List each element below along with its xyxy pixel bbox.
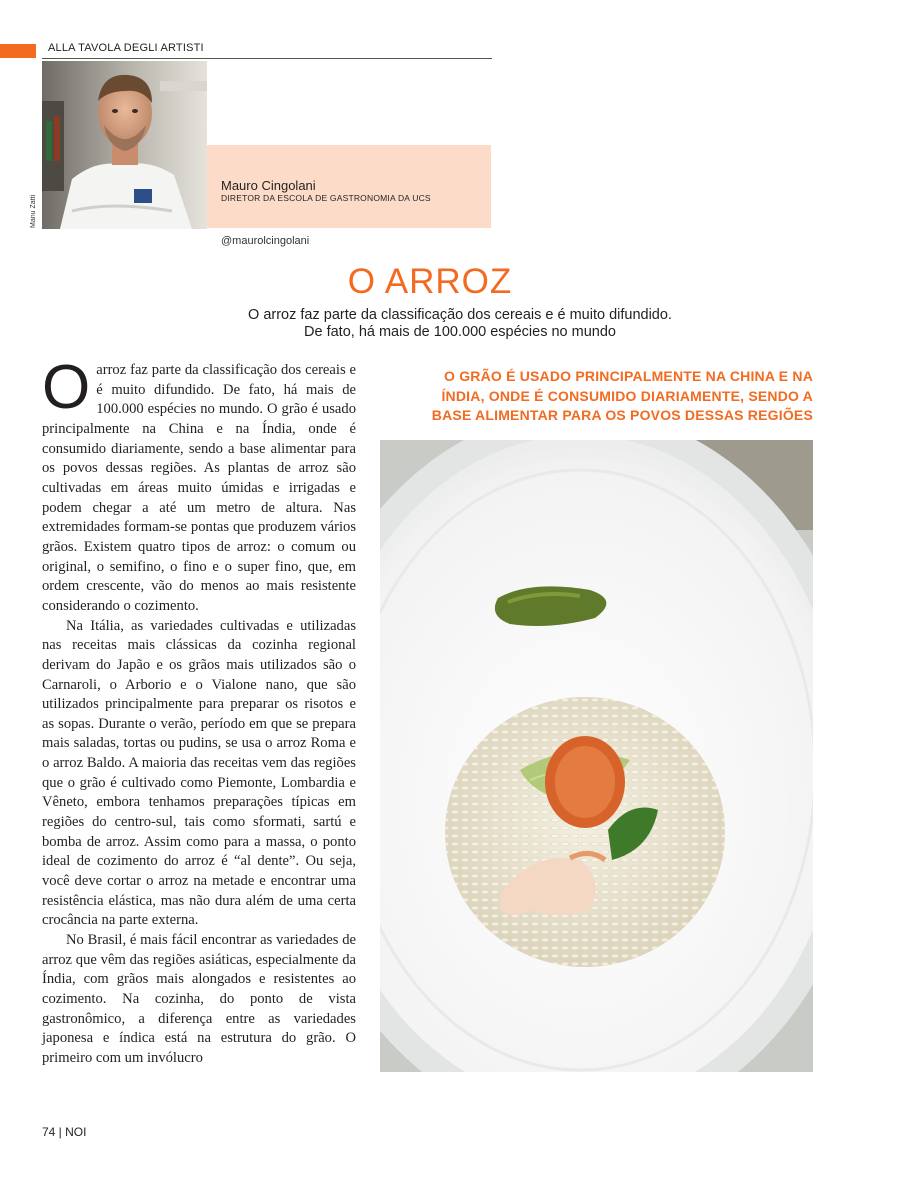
author-social-handle: @maurolcingolani	[221, 235, 310, 247]
subtitle-line-2: De fato, há mais de 100.000 espécies no mundo	[304, 324, 616, 340]
article-title: O ARROZ	[347, 262, 513, 301]
risotto-plate-image	[380, 440, 813, 1072]
pull-quote-line-2: ÍNDIA, ONDE É CONSUMIDO DIARIAMENTE, SENDO A	[441, 387, 813, 404]
paragraph-1-text: arroz faz parte da classificação dos cereais e é muito difundido. De fato, há mais de 100.000 espécies no mundo. O grão é usado principalmente na China e na Índia, onde é consumido diariamente, sendo a base alimentar para os povos dessas regiões. As plantas de arroz são cultivadas em áreas muito úmidas e irrigadas e podem chegar a até um metro de altura. Nas extremidades formam-se pontas que produzem vários grãos. Existem quatro tipos de arroz: o comum ou original, o semifino, o fino e o super fino, que, em ordem crescente, vão do menos ao mais resistente considerando o cozimento.	[42, 362, 356, 614]
risotto-photo	[380, 440, 813, 1072]
section-tab-marker	[0, 44, 36, 58]
header-rule	[42, 58, 492, 59]
pull-quote-line-1: O GRÃO É USADO PRINCIPALMENTE NA CHINA E NA	[444, 368, 813, 384]
author-portrait	[42, 61, 207, 229]
pull-quote	[372, 367, 813, 426]
page-footer: 74 | NOI	[42, 1125, 87, 1139]
article-subtitle	[160, 307, 760, 341]
subtitle-line-1: O arroz faz parte da classificação dos cereais e é muito difundido.	[248, 307, 672, 323]
photo-credit: Manu Zatti	[30, 194, 37, 228]
drop-cap: O	[42, 353, 91, 422]
section-label: ALLA TAVOLA DEGLI ARTISTI	[48, 42, 204, 54]
article-body	[42, 353, 356, 1069]
pull-quote-line-3: BASE ALIMENTAR PARA OS POVOS DESSAS REGIÕES	[431, 407, 813, 423]
body-paragraph-3: No Brasil, é mais fácil encontrar as variedades de arroz que vêm das regiões asiáticas, especialmente da Índia, com grãos mais alongados e resistentes ao cozimento. Na cozinha, do ponto de vista gastronômico, a diferença entre as variedades japonesa e índica está na estrutura do grão. O primeiro com um invólucro	[42, 932, 356, 1066]
body-paragraph-1	[42, 353, 356, 617]
chef-portrait-image	[42, 61, 207, 229]
author-role: DIRETOR DA ESCOLA DE GASTRONOMIA DA UCS	[221, 193, 431, 203]
body-paragraph-2: Na Itália, as variedades cultivadas e utilizadas nas receitas mais clássicas da cozinha regional derivam do Japão e os grãos mais utilizados são o Carnaroli, o Arborio e o Vialone nano, que são utilizados principalmente para preparar os risotos e as sopas. Durante o verão, período em que se prepara mais saladas, tortas ou pudins, se usa o arroz Roma e o arroz Baldo. A maioria das receitas vem das regiões que o grão é cultivado como Piemonte, Lombardia e Vêneto, embora tenhamos preparações típicas em regiões do centro-sul, tais como sformati, sartú e bomba de arroz. Assim como para a massa, o ponto ideal de cozimento do arroz é “al dente”. Ou seja, você deve cortar o arroz na metade e encontrar uma resistência elástica, mas não dura além de uma certa crocância na parte externa.	[42, 617, 356, 929]
author-name: Mauro Cingolani	[221, 178, 316, 193]
